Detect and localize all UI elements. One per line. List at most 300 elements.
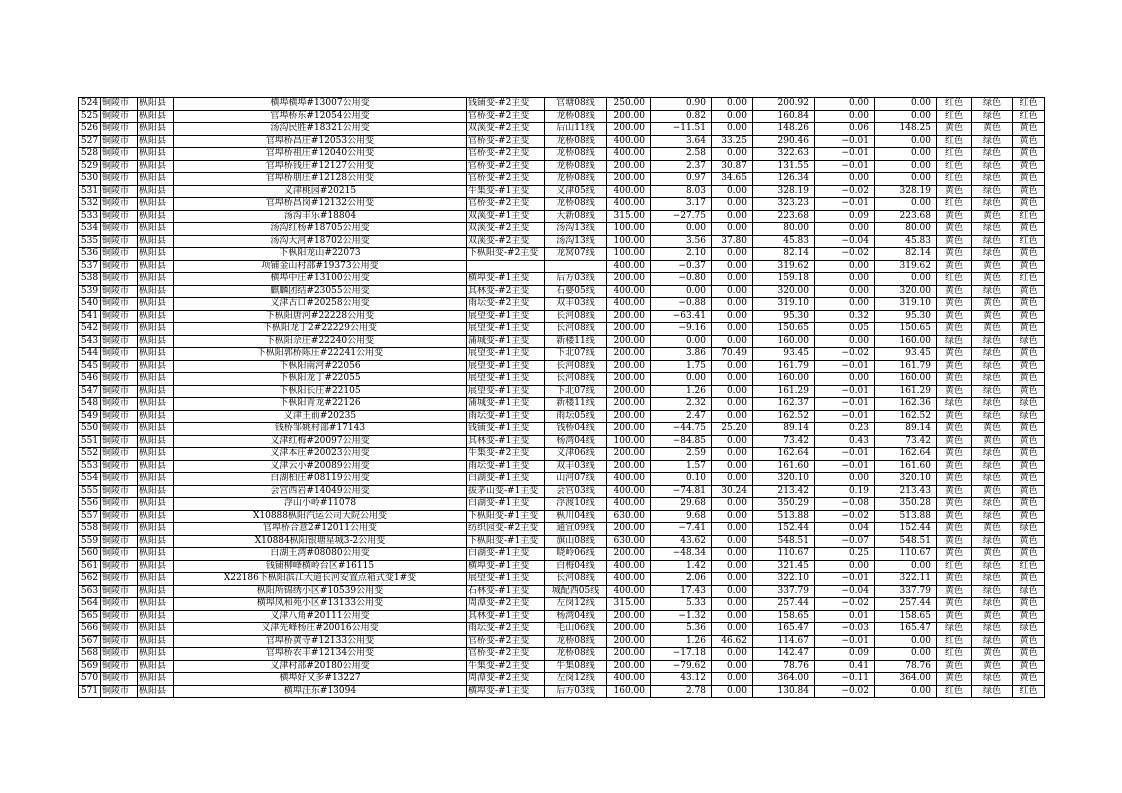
feeder-line-cell: 新楼11线 [545, 335, 607, 348]
feeder-line-cell: 杨湾04线 [545, 435, 607, 448]
table-row [79, 123, 1045, 136]
status-color-2-cell: 绿色 [972, 173, 1013, 186]
capacity-cell: 200.00 [607, 623, 651, 636]
status-color-2-cell: 绿色 [972, 160, 1013, 173]
transformer-name-cell: 钱铺柳峰横岭台区#16115 [174, 560, 467, 573]
status-color-1-cell: 黄色 [937, 473, 972, 486]
value-c-cell: 162.52 [753, 410, 815, 423]
value-a-cell: 2.78 [651, 685, 712, 698]
substation-cell: 下枞阳变-#1主变 [467, 510, 545, 523]
substation-cell: 白湖变-#1主变 [467, 473, 545, 486]
value-a-cell: 43.12 [651, 673, 712, 686]
value-e-cell: 0.00 [875, 198, 937, 211]
status-color-3-cell: 红色 [1013, 273, 1045, 286]
status-color-3-cell: 黄色 [1013, 548, 1045, 561]
table-row [79, 448, 1045, 461]
substation-cell: 官桥变-#2主变 [467, 135, 545, 148]
county-cell: 枞阳县 [138, 473, 174, 486]
value-d-cell: −0.01 [815, 360, 875, 373]
value-e-cell: 319.10 [875, 298, 937, 311]
county-cell: 枞阳县 [138, 310, 174, 323]
status-color-1-cell: 黄色 [937, 423, 972, 436]
value-d-cell: 0.41 [815, 660, 875, 673]
value-d-cell: −0.01 [815, 198, 875, 211]
substation-cell: 蒲城变-#1主变 [467, 398, 545, 411]
feeder-line-cell: 后方03线 [545, 273, 607, 286]
feeder-line-cell: 毛山06线 [545, 623, 607, 636]
value-d-cell: −0.02 [815, 348, 875, 361]
feeder-line-cell: 杨湾04线 [545, 610, 607, 623]
row-number: 545 [79, 360, 101, 373]
value-d-cell: −0.02 [815, 185, 875, 198]
value-d-cell: 0.09 [815, 648, 875, 661]
value-e-cell: 322.11 [875, 573, 937, 586]
value-c-cell: 78.76 [753, 660, 815, 673]
status-color-3-cell: 黄色 [1013, 660, 1045, 673]
row-number: 549 [79, 410, 101, 423]
feeder-line-cell: 龙桥08线 [545, 110, 607, 123]
table-row [79, 648, 1045, 661]
capacity-cell: 200.00 [607, 648, 651, 661]
value-e-cell: 257.44 [875, 598, 937, 611]
status-color-2-cell: 绿色 [972, 348, 1013, 361]
capacity-cell: 400.00 [607, 585, 651, 598]
substation-cell: 蒲城变-#1主变 [467, 335, 545, 348]
value-a-cell: 0.97 [651, 173, 712, 186]
status-color-2-cell: 黄色 [972, 323, 1013, 336]
row-number: 556 [79, 498, 101, 511]
county-cell: 枞阳县 [138, 223, 174, 236]
substation-cell: 双溪变-#2主变 [467, 223, 545, 236]
status-color-2-cell: 绿色 [972, 98, 1013, 111]
status-color-1-cell: 红色 [937, 635, 972, 648]
value-e-cell: 93.45 [875, 348, 937, 361]
value-c-cell: 162.64 [753, 448, 815, 461]
feeder-line-cell [545, 260, 607, 273]
value-d-cell: −0.01 [815, 160, 875, 173]
transformer-name-cell: 麒麟团结#23055公用变 [174, 285, 467, 298]
table-row [79, 373, 1045, 386]
county-cell: 枞阳县 [138, 485, 174, 498]
value-e-cell: 320.00 [875, 285, 937, 298]
city-cell: 铜陵市 [101, 373, 138, 386]
substation-cell: 横埠变-#1主变 [467, 685, 545, 698]
status-color-2-cell: 黄色 [972, 123, 1013, 136]
county-cell: 枞阳县 [138, 598, 174, 611]
value-a-cell: −11.51 [651, 123, 712, 136]
county-cell: 枞阳县 [138, 335, 174, 348]
value-d-cell: 0.00 [815, 335, 875, 348]
feeder-line-cell: 晓岭06线 [545, 548, 607, 561]
capacity-cell: 400.00 [607, 198, 651, 211]
capacity-cell: 200.00 [607, 360, 651, 373]
status-color-3-cell: 红色 [1013, 560, 1045, 573]
feeder-line-cell: 钱桥04线 [545, 423, 607, 436]
row-number: 527 [79, 135, 101, 148]
status-color-1-cell: 红色 [937, 110, 972, 123]
substation-cell: 展望变-#1主变 [467, 573, 545, 586]
substation-cell: 下枞阳变-#2主变 [467, 248, 545, 261]
table-row [79, 510, 1045, 523]
value-b-cell: 0.00 [712, 185, 753, 198]
value-c-cell: 323.23 [753, 198, 815, 211]
value-a-cell: −0.37 [651, 260, 712, 273]
substation-cell: 牛集变-#2主变 [467, 660, 545, 673]
transformer-name-cell: 义津桃园#20215 [174, 185, 467, 198]
status-color-3-cell: 黄色 [1013, 248, 1045, 261]
value-e-cell: 328.19 [875, 185, 937, 198]
row-number: 555 [79, 485, 101, 498]
status-color-3-cell: 红色 [1013, 98, 1045, 111]
table-row [79, 398, 1045, 411]
feeder-line-cell: 双丰03线 [545, 460, 607, 473]
row-number: 566 [79, 623, 101, 636]
feeder-line-cell: 汤沟13线 [545, 223, 607, 236]
value-c-cell: 322.10 [753, 573, 815, 586]
value-b-cell: 0.00 [712, 198, 753, 211]
table-row [79, 685, 1045, 698]
status-color-3-cell: 黄色 [1013, 448, 1045, 461]
status-color-3-cell: 绿色 [1013, 523, 1045, 536]
value-e-cell: 160.00 [875, 335, 937, 348]
transformer-name-cell: 横埠汪东#13094 [174, 685, 467, 698]
status-color-3-cell: 黄色 [1013, 223, 1045, 236]
row-number: 526 [79, 123, 101, 136]
value-a-cell: 2.10 [651, 248, 712, 261]
value-c-cell: 95.30 [753, 310, 815, 323]
status-color-3-cell: 黄色 [1013, 285, 1045, 298]
county-cell: 枞阳县 [138, 498, 174, 511]
status-color-1-cell: 黄色 [937, 223, 972, 236]
table-row [79, 273, 1045, 286]
capacity-cell: 200.00 [607, 460, 651, 473]
city-cell: 铜陵市 [101, 635, 138, 648]
status-color-1-cell: 黄色 [937, 373, 972, 386]
value-e-cell: 73.42 [875, 435, 937, 448]
city-cell: 铜陵市 [101, 298, 138, 311]
status-color-3-cell: 黄色 [1013, 160, 1045, 173]
status-color-1-cell: 黄色 [937, 523, 972, 536]
value-d-cell: 0.00 [815, 173, 875, 186]
value-a-cell: −63.41 [651, 310, 712, 323]
capacity-cell: 400.00 [607, 135, 651, 148]
city-cell: 铜陵市 [101, 260, 138, 273]
value-d-cell: 0.32 [815, 310, 875, 323]
value-a-cell: 3.17 [651, 198, 712, 211]
status-color-1-cell: 红色 [937, 148, 972, 161]
transformer-name-cell: 浮山小岭#11078 [174, 498, 467, 511]
status-color-3-cell: 绿色 [1013, 398, 1045, 411]
capacity-cell: 200.00 [607, 385, 651, 398]
value-d-cell: 0.00 [815, 473, 875, 486]
value-d-cell: 0.05 [815, 323, 875, 336]
value-e-cell: 148.25 [875, 123, 937, 136]
value-d-cell: 0.01 [815, 610, 875, 623]
transformer-name-cell: 下枞阳青龙#22126 [174, 398, 467, 411]
status-color-1-cell: 黄色 [937, 610, 972, 623]
table-row [79, 310, 1045, 323]
table-row [79, 260, 1045, 273]
row-number: 528 [79, 148, 101, 161]
table-row [79, 660, 1045, 673]
value-e-cell: 0.00 [875, 635, 937, 648]
row-number: 544 [79, 348, 101, 361]
status-color-3-cell: 红色 [1013, 210, 1045, 223]
feeder-line-cell: 城配西05线 [545, 585, 607, 598]
status-color-2-cell: 黄色 [972, 610, 1013, 623]
status-color-2-cell: 绿色 [972, 535, 1013, 548]
row-number: 524 [79, 98, 101, 111]
transformer-name-cell: 汤沟丰乐#18804 [174, 210, 467, 223]
value-c-cell: 548.51 [753, 535, 815, 548]
row-number: 530 [79, 173, 101, 186]
value-c-cell: 320.10 [753, 473, 815, 486]
value-d-cell: 0.19 [815, 485, 875, 498]
status-color-3-cell: 黄色 [1013, 535, 1045, 548]
value-b-cell: 0.00 [712, 210, 753, 223]
feeder-line-cell: 长河08线 [545, 323, 607, 336]
county-cell: 枞阳县 [138, 460, 174, 473]
substation-cell: 雨坛变-#1主变 [467, 410, 545, 423]
table-row [79, 498, 1045, 511]
city-cell: 铜陵市 [101, 323, 138, 336]
feeder-line-cell: 义津05线 [545, 185, 607, 198]
capacity-cell: 400.00 [607, 673, 651, 686]
value-a-cell: 0.00 [651, 335, 712, 348]
value-c-cell: 161.79 [753, 360, 815, 373]
value-e-cell: 162.52 [875, 410, 937, 423]
value-b-cell: 0.00 [712, 123, 753, 136]
capacity-cell: 400.00 [607, 285, 651, 298]
status-color-3-cell: 红色 [1013, 110, 1045, 123]
county-cell: 枞阳县 [138, 360, 174, 373]
substation-cell [467, 260, 545, 273]
status-color-2-cell: 绿色 [972, 235, 1013, 248]
status-color-2-cell: 黄色 [972, 660, 1013, 673]
value-d-cell: 0.04 [815, 523, 875, 536]
value-b-cell: 0.00 [712, 610, 753, 623]
value-a-cell: 2.59 [651, 448, 712, 461]
status-color-2-cell: 绿色 [972, 285, 1013, 298]
city-cell: 铜陵市 [101, 423, 138, 436]
value-c-cell: 158.65 [753, 610, 815, 623]
transformer-name-cell: 义津红梅#20097公用变 [174, 435, 467, 448]
table-row [79, 223, 1045, 236]
value-d-cell: −0.04 [815, 235, 875, 248]
value-b-cell: 0.00 [712, 448, 753, 461]
county-cell: 枞阳县 [138, 173, 174, 186]
table-row [79, 573, 1045, 586]
value-c-cell: 213.42 [753, 485, 815, 498]
value-d-cell: −0.08 [815, 498, 875, 511]
status-color-3-cell: 黄色 [1013, 673, 1045, 686]
capacity-cell: 200.00 [607, 610, 651, 623]
value-c-cell: 162.37 [753, 398, 815, 411]
value-a-cell: −44.75 [651, 423, 712, 436]
county-cell: 枞阳县 [138, 573, 174, 586]
value-e-cell: 0.00 [875, 685, 937, 698]
status-color-2-cell: 绿色 [972, 385, 1013, 398]
city-cell: 铜陵市 [101, 548, 138, 561]
value-b-cell: 46.62 [712, 635, 753, 648]
status-color-3-cell: 黄色 [1013, 360, 1045, 373]
row-number: 562 [79, 573, 101, 586]
value-e-cell: 161.29 [875, 385, 937, 398]
table-row [79, 323, 1045, 336]
value-b-cell: 0.00 [712, 273, 753, 286]
status-color-2-cell: 黄色 [972, 523, 1013, 536]
value-b-cell: 0.00 [712, 148, 753, 161]
value-a-cell: 0.00 [651, 373, 712, 386]
substation-cell: 双溪变-#2主变 [467, 123, 545, 136]
capacity-cell: 400.00 [607, 485, 651, 498]
value-b-cell: 70.49 [712, 348, 753, 361]
value-e-cell: 161.79 [875, 360, 937, 373]
transformer-name-cell: 官埠桥昌岗#12132公用变 [174, 198, 467, 211]
feeder-line-cell: 浮渡10线 [545, 498, 607, 511]
status-color-2-cell: 绿色 [972, 560, 1013, 573]
county-cell: 枞阳县 [138, 135, 174, 148]
capacity-cell: 630.00 [607, 510, 651, 523]
value-a-cell: −17.18 [651, 648, 712, 661]
status-color-2-cell: 黄色 [972, 210, 1013, 223]
capacity-cell: 200.00 [607, 398, 651, 411]
city-cell: 铜陵市 [101, 135, 138, 148]
feeder-line-cell: 龙桥08线 [545, 148, 607, 161]
transformer-name-cell: 横埠好又多#13227 [174, 673, 467, 686]
value-b-cell: 0.00 [712, 335, 753, 348]
capacity-cell: 200.00 [607, 123, 651, 136]
city-cell: 铜陵市 [101, 110, 138, 123]
county-cell: 枞阳县 [138, 448, 174, 461]
feeder-line-cell: 龙窝07线 [545, 248, 607, 261]
value-d-cell: −0.07 [815, 535, 875, 548]
value-e-cell: 0.00 [875, 173, 937, 186]
status-color-2-cell: 绿色 [972, 398, 1013, 411]
value-a-cell: −74.81 [651, 485, 712, 498]
value-e-cell: 110.67 [875, 548, 937, 561]
status-color-1-cell: 黄色 [937, 598, 972, 611]
status-color-2-cell: 绿色 [972, 573, 1013, 586]
feeder-line-cell: 长河08线 [545, 373, 607, 386]
row-number: 539 [79, 285, 101, 298]
value-b-cell: 0.00 [712, 98, 753, 111]
value-a-cell: 2.06 [651, 573, 712, 586]
county-cell: 枞阳县 [138, 273, 174, 286]
county-cell: 枞阳县 [138, 98, 174, 111]
capacity-cell: 400.00 [607, 473, 651, 486]
city-cell: 铜陵市 [101, 148, 138, 161]
value-b-cell: 37.80 [712, 235, 753, 248]
value-b-cell: 0.00 [712, 310, 753, 323]
value-b-cell: 0.00 [712, 323, 753, 336]
feeder-line-cell: 通宜09线 [545, 523, 607, 536]
status-color-1-cell: 黄色 [937, 460, 972, 473]
county-cell: 枞阳县 [138, 648, 174, 661]
substation-cell: 官桥变-#2主变 [467, 173, 545, 186]
county-cell: 枞阳县 [138, 385, 174, 398]
capacity-cell: 315.00 [607, 598, 651, 611]
value-c-cell: 159.18 [753, 273, 815, 286]
county-cell: 枞阳县 [138, 323, 174, 336]
value-b-cell: 0.00 [712, 473, 753, 486]
status-color-3-cell: 绿色 [1013, 585, 1045, 598]
value-d-cell: 0.00 [815, 373, 875, 386]
status-color-3-cell: 黄色 [1013, 610, 1045, 623]
transformer-name-cell: 横埠凤和苑小区#13133公用变 [174, 598, 467, 611]
status-color-1-cell: 黄色 [937, 210, 972, 223]
status-color-1-cell: 黄色 [937, 323, 972, 336]
value-d-cell: 0.00 [815, 273, 875, 286]
status-color-2-cell: 绿色 [972, 335, 1013, 348]
status-color-1-cell: 黄色 [937, 360, 972, 373]
value-c-cell: 257.44 [753, 598, 815, 611]
feeder-line-cell: 长河08线 [545, 573, 607, 586]
capacity-cell: 200.00 [607, 110, 651, 123]
transformer-name-cell: 下枞阳南河#22056 [174, 360, 467, 373]
city-cell: 铜陵市 [101, 460, 138, 473]
status-color-1-cell: 黄色 [937, 298, 972, 311]
status-color-3-cell: 黄色 [1013, 123, 1045, 136]
county-cell: 枞阳县 [138, 685, 174, 698]
status-color-1-cell: 黄色 [937, 535, 972, 548]
status-color-2-cell: 绿色 [972, 498, 1013, 511]
value-a-cell: −0.80 [651, 273, 712, 286]
transformer-name-cell: 义津八角#20111公用变 [174, 610, 467, 623]
city-cell: 铜陵市 [101, 310, 138, 323]
status-color-1-cell: 黄色 [937, 348, 972, 361]
value-c-cell: 130.84 [753, 685, 815, 698]
city-cell: 铜陵市 [101, 648, 138, 661]
value-c-cell: 45.83 [753, 235, 815, 248]
feeder-line-cell: 长河08线 [545, 310, 607, 323]
value-c-cell: 290.46 [753, 135, 815, 148]
capacity-cell: 200.00 [607, 548, 651, 561]
feeder-line-cell: 下北07线 [545, 385, 607, 398]
value-b-cell: 0.00 [712, 523, 753, 536]
status-color-2-cell: 黄色 [972, 298, 1013, 311]
feeder-line-cell: 雨坛05线 [545, 410, 607, 423]
city-cell: 铜陵市 [101, 610, 138, 623]
value-c-cell: 160.00 [753, 373, 815, 386]
city-cell: 铜陵市 [101, 585, 138, 598]
row-number: 551 [79, 435, 101, 448]
row-number: 563 [79, 585, 101, 598]
value-a-cell: −48.34 [651, 548, 712, 561]
value-c-cell: 148.26 [753, 123, 815, 136]
transformer-name-cell: 枞阳所锦绣小区#10539公用变 [174, 585, 467, 598]
substation-cell: 周潭变-#2主变 [467, 673, 545, 686]
value-d-cell: −0.11 [815, 673, 875, 686]
feeder-line-cell: 龙桥08线 [545, 635, 607, 648]
status-color-1-cell: 红色 [937, 98, 972, 111]
value-e-cell: 0.00 [875, 273, 937, 286]
value-e-cell: 0.00 [875, 148, 937, 161]
value-e-cell: 364.00 [875, 673, 937, 686]
value-b-cell: 0.00 [712, 685, 753, 698]
status-color-3-cell: 黄色 [1013, 373, 1045, 386]
status-color-2-cell: 绿色 [972, 373, 1013, 386]
table-row [79, 160, 1045, 173]
value-a-cell: 43.62 [651, 535, 712, 548]
row-number: 567 [79, 635, 101, 648]
transformer-name-cell: 下枞阳龙山#22073 [174, 248, 467, 261]
status-color-3-cell: 黄色 [1013, 260, 1045, 273]
status-color-1-cell: 黄色 [937, 435, 972, 448]
status-color-1-cell: 黄色 [937, 673, 972, 686]
value-c-cell: 319.10 [753, 298, 815, 311]
city-cell: 铜陵市 [101, 673, 138, 686]
